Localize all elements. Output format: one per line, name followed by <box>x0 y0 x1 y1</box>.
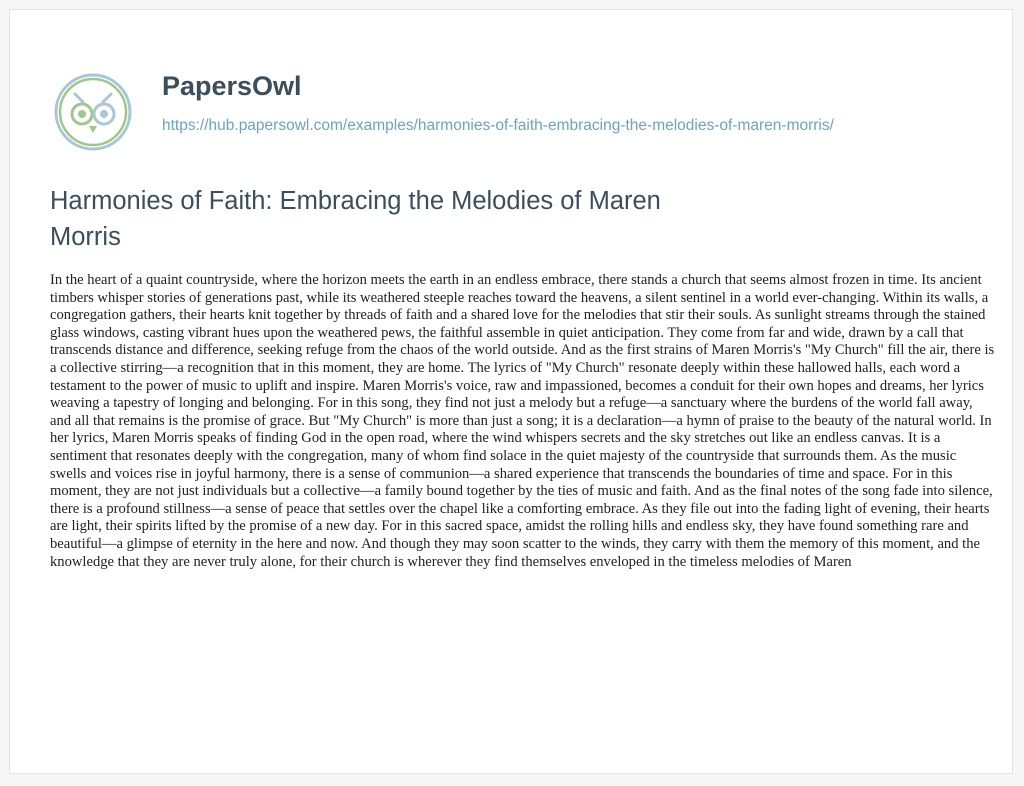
page-header <box>53 65 873 155</box>
essay-body: In the heart of a quaint countryside, where the horizon meets the earth in an endless embrace, there stands a church that seems almost frozen in time. Its ancient timbers whisper stories of generations past, while its weathered steeple reaches toward the heavens, a silent sentinel in a world ever-changing. Within its walls, a congregation gathers, their hearts knit together by threads of faith and a shared love for the melodies that stir their souls. As sunlight streams through the stained glass windows, casting vibrant hues upon the weathered pews, the faithful assemble in quiet anticipation. They come from far and wide, drawn by a call that transcends distance and difference, seeking refuge from the chaos of the world outside. And as the first strains of Maren Morris's "My Church" fill the air, there is a collective stirring—a recognition that in this moment, they are home. The lyrics of "My Church" resonate deeply within these hallowed halls, each word a testament to the power of music to uplift and inspire. Maren Morris's voice, raw and impassioned, becomes a conduit for their own hopes and dreams, her lyrics weaving a tapestry of longing and belonging. For in this song, they find not just a melody but a refuge—a sanctuary where the burdens of the world fall away, and all that remains is the promise of grace. But "My Church" is more than just a song; it is a declaration—a hymn of praise to the beauty of the natural world. In her lyrics, Maren Morris speaks of finding God in the open road, where the wind whispers secrets and the sky stretches out like an endless canvas. It is a sentiment that resonates deeply with the congregation, many of whom find solace in the quiet majesty of the countryside that surrounds them. As the music swells and voices rise in joyful harmony, there is a sense of communion—a shared experience that transcends the boundaries of time and space. For in this moment, they are not just individuals but a collective—a family bound together by the ties of music and faith. And as the final notes of the song fade into silence, there is a profound stillness—a sense of peace that settles over the chapel like a comforting embrace. As they file out into the fading light of evening, their hearts are light, their spirits lifted by the promise of a new day. For in this sacred space, amidst the rolling hills and endless sky, they have found something rare and beautiful—a glimpse of eternity in the here and now. And though they may soon scatter to the winds, they carry with them the memory of this moment, and the knowledge that they are never truly alone, for their church is wherever they find themselves enveloped in the timeless melodies of Maren <box>50 272 995 570</box>
source-url-link[interactable]: https://hub.papersowl.com/examples/harmonies-of-faith-embracing-the-melodies-of-maren-morris/ <box>162 117 834 134</box>
brand-name: PapersOwl <box>162 71 302 101</box>
essay-title: Harmonies of Faith: Embracing the Melodies of Maren Morris <box>50 187 661 251</box>
document-page <box>9 9 1013 774</box>
owl-logo-icon <box>53 72 133 152</box>
